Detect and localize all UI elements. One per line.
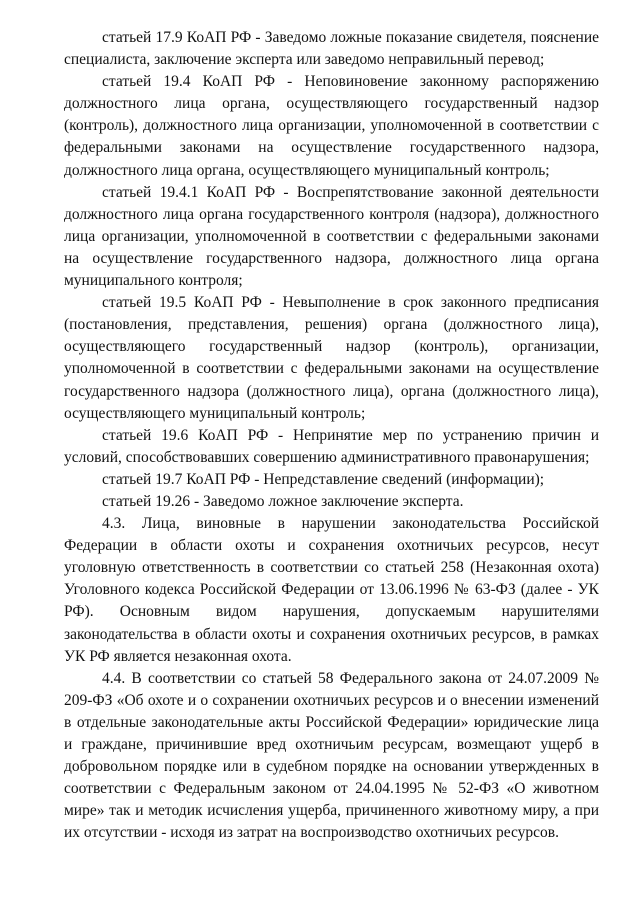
paragraph-article-19-4-1: статьей 19.4.1 КоАП РФ - Воспрепятствование законной деятельности должностного лица органа государственного контроля (надзора), должностного лица организации, уполномоченной в соответствии с федеральными законами на осуществление государственного надзора, должностного лица органа муниципального контроля; [64, 183, 599, 290]
paragraph-article-19-6: статьей 19.6 КоАП РФ - Непринятие мер по устранению причин и условий, способствовавших совершению административного правонарушения; [64, 426, 599, 466]
paragraph-article-19-5: статьей 19.5 КоАП РФ - Невыполнение в срок законного предписания (постановления, представления, решения) органа (должностного лица), осуществляющего государственный надзор (контроль), организации, уполномоченной в соответствии с федеральными законами на осуществление государственного надзора (должностного лица), органа (должностного лица), осуществляющего муниципальный контроль; [64, 294, 599, 422]
paragraph-article-19-7: статьей 19.7 КоАП РФ - Непредставление сведений (информации); [102, 470, 545, 488]
paragraph-article-17-9: статьей 17.9 КоАП РФ - Заведомо ложные показание свидетеля, пояснение специалиста, заключение эксперта или заведомо неправильный перевод; [64, 29, 599, 69]
paragraph-section-4-4: 4.4. В соответствии со статьей 58 Федерального закона от 24.07.2009 № 209-ФЗ «Об охоте и о сохранении охотничьих ресурсов и о внесении изменений в отдельные законодательные акты Российской Федерации» юридические лица и граждане, причинившие вред охотничьим ресурсам, возмещают ущерб в добровольном порядке или в судебном порядке на основании утвержденных в соответствии с Федеральным законом от 24.04.1995 № 52-ФЗ «О животном мире» так и методик исчисления ущерба, причиненного животному миру, а при их отсутствии - исходя из затрат на воспроизводство охотничьих ресурсов. [64, 669, 599, 842]
document-body [64, 27, 599, 844]
paragraph-article-19-26: статьей 19.26 - Заведомо ложное заключение эксперта. [102, 492, 464, 510]
paragraph-section-4-3: 4.3. Лица, виновные в нарушении законодательства Российской Федерации в области охоты и сохранения охотничьих ресурсов, несут уголовную ответственность в соответствии со статьей 258 (Незаконная охота) Уголовного кодекса Российской Федерации от 13.06.1996 № 63-ФЗ (далее - УК РФ). Основным видом нарушения, допускаемым нарушителями законодательства в области охоты и сохранения охотничьих ресурсов, в рамках УК РФ является незаконная охота. [64, 515, 599, 665]
paragraph-article-19-4: статьей 19.4 КоАП РФ - Неповиновение законному распоряжению должностного лица органа, осуществляющего государственный надзор (контроль), должностного лица организации, уполномоченной в соответствии с федеральными законами на осуществление государственного надзора, должностного лица органа, осуществляющего муниципальный контроль; [64, 73, 599, 179]
